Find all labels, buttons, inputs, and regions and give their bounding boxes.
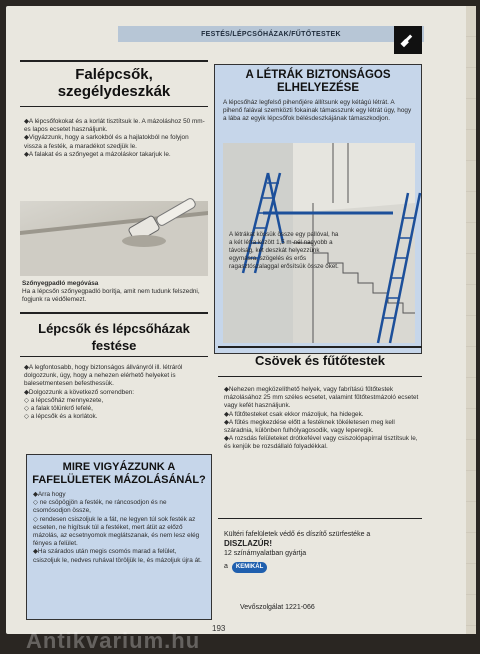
section3-text xyxy=(224,386,424,452)
paragraph: ◆ Dolgozzunk a következő sorrendben: xyxy=(24,389,208,397)
paragraph: ◆ A lépcsőfokokat és a korlát tisztítsuk le. A mázoláshoz 50 mm-es lapos ecsetet használjunk. xyxy=(24,118,208,134)
paragraph: ◆ A legfontosabb, hogy biztonságos állványról ill. létráról dolgozzunk, úgy, hogy a nehezen elérhető helyeket is balesetmentesen befesthessük. xyxy=(24,364,208,389)
section1-text xyxy=(24,118,208,159)
customer-service-line: Vevőszolgálat 1221-066 xyxy=(240,604,315,611)
title-rule xyxy=(218,376,422,377)
watermark: Antikvarium.hu xyxy=(26,628,201,653)
ad-rule xyxy=(218,518,422,519)
paragraph: ◆ A fűtőtesteket csak ekkor mázoljuk, ha hidegek. xyxy=(224,411,424,419)
paragraph: ◆ A rozsdás felületeket drótkefével vagy csiszolópapírral tisztítsuk le, és kenjük be rozsdállaló folyadékkal. xyxy=(224,435,424,451)
callout-item: ◆ Ha szárados után megis csomós marad a felület, csiszoljuk le, nedves ruhával töröljük le, és mázoljuk újra át. xyxy=(33,548,205,564)
book-page xyxy=(6,6,476,653)
callout-list xyxy=(33,491,205,565)
ladder-box-note: A létrákat kössük össze egy pallóval, ha a két létra között 1,5 m-nél nagyobb a távolság, két deszkát helyezzünk egymásra, szögelés és erős ragasztószalaggal erősítsük össze őket. xyxy=(229,231,339,270)
order-item: ◇ a lépcsők és a korlátok. xyxy=(24,413,98,421)
brush-painting-illustration xyxy=(20,201,208,276)
advertisement xyxy=(224,530,424,573)
section-rule xyxy=(218,346,422,348)
paragraph: ◆ Vigyázzunk, hogy a sarkokból és a hajlatokból ne folyjon vissza a festék, a maradékot szedjük le. xyxy=(24,134,208,150)
title-rule xyxy=(20,356,208,357)
ad-line2: 12 színárnyalatban gyártja xyxy=(224,550,307,557)
callout-item: ◇ rendesen csiszoljuk le a fát, ne legyen túl sok festék az ecseten, ne hígítsuk túl a festéket, mert átüt az előző mázolás, az ecsetnyomok meglátszanak, és nem lesz elég fényes a felület. xyxy=(33,515,200,548)
caption-text: Ha a lépcsőn szőnyegpadló borítja, amit nem tudunk felszedni, fogjunk ra védőlemezt. xyxy=(22,288,200,304)
section-title-falepcsok: Falépcsők, szegélydeszkák xyxy=(57,66,171,100)
order-item: ◇ a lépcsőház mennyezete, xyxy=(24,396,104,404)
illustration-caption xyxy=(22,280,208,305)
paragraph: ◆ A falakat és a szőnyeget a mázoláskor takarjuk le. xyxy=(24,151,208,159)
callout-item: ◆ Arra hogy xyxy=(33,491,205,499)
paragraph: ◆ Nehezen megközelíthető helyek, vagy fabrítású fűtőtestek mázolásához 25 mm széles ecsetet, valamint fűtőtestmázoló ecsetet vagy kefét használjunk. xyxy=(224,386,424,411)
title-rule xyxy=(20,106,208,107)
paragraph: ◆ A fűtés megkezdése előtt a festéknek tökéletesen meg kell száradnia, különben fulhólyagosodik, vagy leperegik. xyxy=(224,419,424,435)
ad-brand: DISZLAZÚR! xyxy=(224,539,272,548)
section-header-strip: FESTÉS/LÉPCSŐHÁZAK/FŰTŐTESTEK xyxy=(118,26,424,42)
wood-painting-callout xyxy=(26,454,212,620)
order-item: ◇ a falak tölünkrő lefelé, xyxy=(24,405,93,413)
ladder-safety-box xyxy=(214,64,422,354)
top-rule xyxy=(20,60,208,62)
page-number: 193 xyxy=(212,624,226,633)
kemikal-logo: KEMIKÁL xyxy=(232,562,267,573)
section-rule xyxy=(20,312,208,314)
section-title-csovek: Csövek és fűtőtestek xyxy=(254,353,386,368)
page-edge-tabs xyxy=(466,6,476,634)
ad-line1: Kültéri fafelületek védő és díszítő szürfestéke a xyxy=(224,531,371,538)
callout-item: ◇ ne csöpögjön a festék, ne ráncosodjon és ne csomósodjon össze, xyxy=(33,499,167,515)
section2-text xyxy=(24,364,208,421)
section-title-lepcsok: Lépcsők és lépcsőházak festése xyxy=(38,321,190,353)
ladder-box-intro: A lépcsőház legfelső pihenőjére állítsunk egy kétágú létrát. A pihenő falával szemközti fokainak támasszunk egy létrát úgy, hogy a lába az egyik lépcsőfok bélésdeszkájának támaszkodjon. xyxy=(223,99,412,123)
paintbrush-icon xyxy=(394,26,422,54)
caption-title: Szőnyegpadló megóvása xyxy=(22,280,99,287)
callout-title: MIRE VIGYÁZZUNK A FAFELÜLETEK MÁZOLÁSÁNÁL? xyxy=(32,461,206,486)
ladder-box-title: A LÉTRÁK BIZTONSÁGOS ELHELYEZÉSE xyxy=(245,69,391,94)
ad-prefix: a xyxy=(224,563,228,570)
